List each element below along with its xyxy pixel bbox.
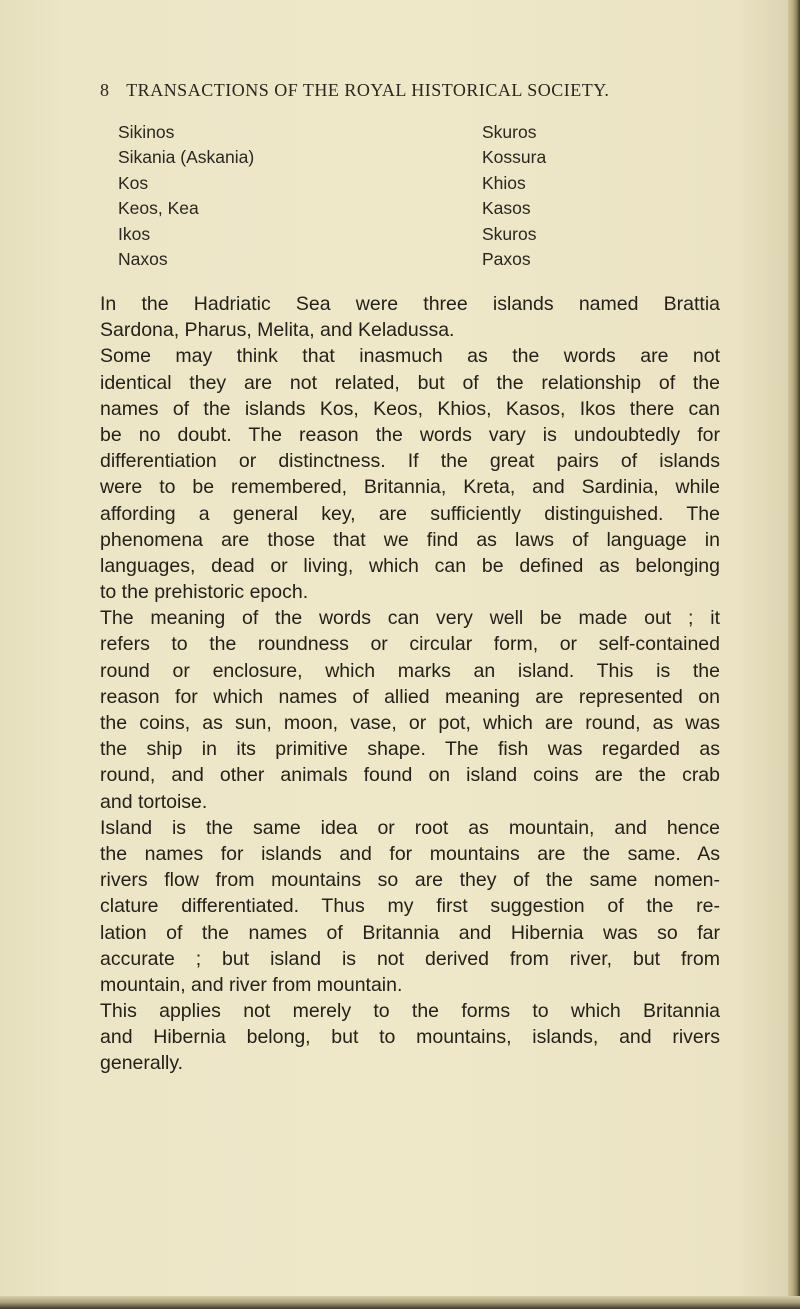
paragraph: [100, 343, 720, 605]
island-left: Keos, Kea: [118, 198, 199, 219]
text-line: In the Hadriatic Sea were three islands named Brattia: [100, 293, 720, 315]
text-line: languages, dead or living, which can be defined as belonging: [100, 554, 720, 577]
text-line: the coins, as sun, moon, vase, or pot, which are round, as was: [100, 712, 720, 734]
running-header: [100, 80, 740, 101]
text-line: Some may think that inasmuch as the words are not: [100, 345, 720, 368]
island-name-table: [118, 120, 618, 272]
island-right: Skuros: [482, 122, 537, 142]
island-left: Ikos: [118, 223, 151, 244]
text-line: be no doubt. The reason the words vary is undoubtedly for: [100, 423, 720, 446]
paragraph: [100, 998, 720, 1077]
island-row: [118, 196, 618, 221]
island-right: Khios: [482, 172, 526, 193]
text-line: affording a general key, are sufficiently distinguished. The: [100, 502, 720, 525]
island-right: Paxos: [482, 248, 531, 269]
island-right: Skuros: [482, 223, 537, 244]
paragraph: [100, 815, 720, 998]
text-line: This applies not merely to the forms to which Britannia: [100, 1000, 720, 1023]
island-left: Kos: [118, 172, 149, 193]
text-line: were to be remembered, Britannia, Kreta, and Sardinia, while: [100, 476, 720, 499]
text-line: phenomena are those that we find as laws of language in: [100, 528, 720, 551]
paragraph: [100, 605, 720, 815]
text-line: and Hibernia belong, but to mountains, islands, and rivers: [100, 1026, 720, 1049]
text-line: lation of the names of Britannia and Hibernia was so far: [100, 921, 720, 944]
text-line: accurate ; but island is not derived from river, but from: [100, 947, 720, 970]
text-line: Sardona, Pharus, Melita, and Keladussa.: [100, 319, 455, 342]
island-right: Kossura: [482, 147, 547, 168]
island-row: [118, 120, 618, 145]
page-bottom-edge: [0, 1296, 800, 1309]
island-row: [118, 247, 618, 272]
text-line: the ship in its primitive shape. The fish was regarded as: [100, 738, 720, 761]
running-title: TRANSACTIONS OF THE ROYAL HISTORICAL SOCIETY.: [126, 80, 610, 100]
text-line: names of the islands Kos, Keos, Khios, Kasos, Ikos there can: [100, 397, 720, 420]
page-edge-shadow: [788, 0, 800, 1309]
island-left: Naxos: [118, 248, 168, 269]
island-row: [118, 171, 618, 196]
island-right: Kasos: [482, 198, 531, 219]
text-line: the names for islands and for mountains are the same. As: [100, 842, 720, 865]
island-row: [118, 145, 618, 170]
text-line: to the prehistoric epoch.: [100, 581, 309, 604]
text-line: identical they are not related, but of the relationship of the: [100, 371, 720, 394]
text-line: reason for which names of allied meaning are represented on: [100, 685, 720, 708]
text-line: clature differentiated. Thus my first suggestion of the re-: [100, 895, 720, 918]
text-line: generally.: [100, 1052, 184, 1075]
text-line: round or enclosure, which marks an island. This is the: [100, 659, 720, 682]
text-line: differentiation or distinctness. If the great pairs of islands: [100, 450, 720, 473]
island-left: Sikinos: [118, 122, 175, 142]
text-line: rivers flow from mountains so are they of the same nomen-: [100, 869, 720, 892]
text-line: Island is the same idea or root as mountain, and hence: [100, 816, 720, 839]
text-line: and tortoise.: [100, 790, 208, 813]
text-line: round, and other animals found on island coins are the crab: [100, 764, 720, 787]
island-left: Sikania (Askania): [118, 147, 255, 168]
page-number: 8: [100, 80, 110, 100]
text-line: refers to the roundness or circular form, or self-contained: [100, 633, 720, 656]
text-line: mountain, and river from mountain.: [100, 973, 403, 996]
text-line: The meaning of the words can very well be made out ; it: [100, 607, 720, 630]
island-row: [118, 222, 618, 247]
body-text: [100, 291, 720, 1077]
paragraph: [100, 291, 720, 343]
